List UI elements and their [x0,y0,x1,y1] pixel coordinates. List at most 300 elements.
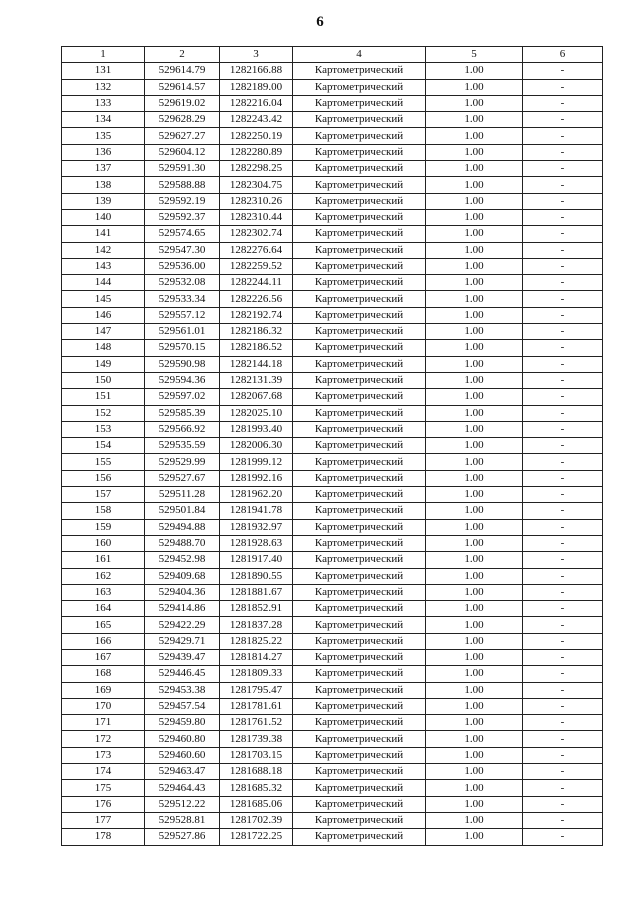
accuracy-cell: 1.00 [426,112,523,128]
x-coordinate-cell: 529459.80 [145,715,220,731]
description-cell: - [523,535,603,551]
method-cell: Картометрический [293,454,426,470]
table-row [62,568,603,584]
y-coordinate-cell: 1281761.52 [220,715,293,731]
description-cell: - [523,340,603,356]
x-coordinate-cell: 529488.70 [145,535,220,551]
table-row [62,829,603,845]
point-number-cell: 144 [62,275,145,291]
table-row [62,405,603,421]
table-row [62,552,603,568]
column-header-2: 2 [145,47,220,63]
y-coordinate-cell: 1282243.42 [220,112,293,128]
point-number-cell: 158 [62,503,145,519]
y-coordinate-cell: 1281814.27 [220,649,293,665]
table-row [62,193,603,209]
point-number-cell: 175 [62,780,145,796]
description-cell: - [523,649,603,665]
accuracy-cell: 1.00 [426,242,523,258]
accuracy-cell: 1.00 [426,405,523,421]
method-cell: Картометрический [293,95,426,111]
point-number-cell: 151 [62,389,145,405]
point-number-cell: 174 [62,764,145,780]
y-coordinate-cell: 1282131.39 [220,372,293,388]
x-coordinate-cell: 529429.71 [145,633,220,649]
accuracy-cell: 1.00 [426,633,523,649]
accuracy-cell: 1.00 [426,666,523,682]
method-cell: Картометрический [293,275,426,291]
accuracy-cell: 1.00 [426,780,523,796]
accuracy-cell: 1.00 [426,438,523,454]
method-cell: Картометрический [293,405,426,421]
x-coordinate-cell: 529585.39 [145,405,220,421]
accuracy-cell: 1.00 [426,487,523,503]
description-cell: - [523,470,603,486]
table-row [62,715,603,731]
point-number-cell: 167 [62,649,145,665]
y-coordinate-cell: 1282310.44 [220,209,293,225]
y-coordinate-cell: 1281685.06 [220,796,293,812]
y-coordinate-cell: 1282304.75 [220,177,293,193]
table-row [62,144,603,160]
point-number-cell: 145 [62,291,145,307]
table-row [62,324,603,340]
description-cell: - [523,731,603,747]
y-coordinate-cell: 1281781.61 [220,698,293,714]
description-cell: - [523,438,603,454]
method-cell: Картометрический [293,535,426,551]
method-cell: Картометрический [293,291,426,307]
y-coordinate-cell: 1281809.33 [220,666,293,682]
point-number-cell: 172 [62,731,145,747]
x-coordinate-cell: 529409.68 [145,568,220,584]
point-number-cell: 168 [62,666,145,682]
accuracy-cell: 1.00 [426,649,523,665]
x-coordinate-cell: 529422.29 [145,617,220,633]
table-row [62,209,603,225]
method-cell: Картометрический [293,666,426,682]
column-header-1: 1 [62,47,145,63]
table-row [62,698,603,714]
accuracy-cell: 1.00 [426,682,523,698]
method-cell: Картометрический [293,258,426,274]
method-cell: Картометрический [293,617,426,633]
point-number-cell: 164 [62,601,145,617]
x-coordinate-cell: 529547.30 [145,242,220,258]
x-coordinate-cell: 529592.37 [145,209,220,225]
description-cell: - [523,715,603,731]
table-row [62,372,603,388]
accuracy-cell: 1.00 [426,796,523,812]
table-row [62,128,603,144]
description-cell: - [523,63,603,79]
point-number-cell: 148 [62,340,145,356]
y-coordinate-cell: 1282025.10 [220,405,293,421]
method-cell: Картометрический [293,112,426,128]
accuracy-cell: 1.00 [426,747,523,763]
method-cell: Картометрический [293,568,426,584]
description-cell: - [523,177,603,193]
accuracy-cell: 1.00 [426,552,523,568]
y-coordinate-cell: 1281702.39 [220,812,293,828]
x-coordinate-cell: 529501.84 [145,503,220,519]
accuracy-cell: 1.00 [426,161,523,177]
x-coordinate-cell: 529614.79 [145,63,220,79]
point-number-cell: 153 [62,421,145,437]
x-coordinate-cell: 529529.99 [145,454,220,470]
y-coordinate-cell: 1282280.89 [220,144,293,160]
method-cell: Картометрический [293,503,426,519]
y-coordinate-cell: 1281928.63 [220,535,293,551]
x-coordinate-cell: 529591.30 [145,161,220,177]
accuracy-cell: 1.00 [426,324,523,340]
table-row [62,584,603,600]
y-coordinate-cell: 1282298.25 [220,161,293,177]
method-cell: Картометрический [293,487,426,503]
point-number-cell: 137 [62,161,145,177]
accuracy-cell: 1.00 [426,454,523,470]
description-cell: - [523,193,603,209]
method-cell: Картометрический [293,128,426,144]
x-coordinate-cell: 529614.57 [145,79,220,95]
x-coordinate-cell: 529452.98 [145,552,220,568]
y-coordinate-cell: 1282144.18 [220,356,293,372]
x-coordinate-cell: 529527.67 [145,470,220,486]
description-cell: - [523,682,603,698]
y-coordinate-cell: 1281993.40 [220,421,293,437]
table-row [62,389,603,405]
method-cell: Картометрический [293,470,426,486]
accuracy-cell: 1.00 [426,372,523,388]
y-coordinate-cell: 1282067.68 [220,389,293,405]
table-row [62,307,603,323]
description-cell: - [523,209,603,225]
point-number-cell: 163 [62,584,145,600]
y-coordinate-cell: 1282250.19 [220,128,293,144]
point-number-cell: 169 [62,682,145,698]
method-cell: Картометрический [293,324,426,340]
x-coordinate-cell: 529404.36 [145,584,220,600]
description-cell: - [523,503,603,519]
point-number-cell: 155 [62,454,145,470]
x-coordinate-cell: 529604.12 [145,144,220,160]
accuracy-cell: 1.00 [426,698,523,714]
point-number-cell: 157 [62,487,145,503]
method-cell: Картометрический [293,79,426,95]
point-number-cell: 154 [62,438,145,454]
point-number-cell: 136 [62,144,145,160]
table-row [62,633,603,649]
y-coordinate-cell: 1282216.04 [220,95,293,111]
accuracy-cell: 1.00 [426,193,523,209]
accuracy-cell: 1.00 [426,715,523,731]
description-cell: - [523,747,603,763]
y-coordinate-cell: 1281703.15 [220,747,293,763]
y-coordinate-cell: 1281999.12 [220,454,293,470]
accuracy-cell: 1.00 [426,470,523,486]
table-row [62,161,603,177]
point-number-cell: 140 [62,209,145,225]
y-coordinate-cell: 1282310.26 [220,193,293,209]
description-cell: - [523,487,603,503]
point-number-cell: 135 [62,128,145,144]
accuracy-cell: 1.00 [426,275,523,291]
method-cell: Картометрический [293,226,426,242]
table-row [62,535,603,551]
x-coordinate-cell: 529512.22 [145,796,220,812]
method-cell: Картометрический [293,780,426,796]
accuracy-cell: 1.00 [426,812,523,828]
description-cell: - [523,324,603,340]
method-cell: Картометрический [293,747,426,763]
description-cell: - [523,258,603,274]
accuracy-cell: 1.00 [426,95,523,111]
method-cell: Картометрический [293,242,426,258]
method-cell: Картометрический [293,764,426,780]
x-coordinate-cell: 529439.47 [145,649,220,665]
method-cell: Картометрический [293,209,426,225]
point-number-cell: 171 [62,715,145,731]
table-row [62,291,603,307]
point-number-cell: 170 [62,698,145,714]
y-coordinate-cell: 1282186.52 [220,340,293,356]
x-coordinate-cell: 529628.29 [145,112,220,128]
point-number-cell: 134 [62,112,145,128]
method-cell: Картометрический [293,649,426,665]
point-number-cell: 178 [62,829,145,845]
method-cell: Картометрический [293,519,426,535]
table-row [62,438,603,454]
description-cell: - [523,128,603,144]
method-cell: Картометрический [293,356,426,372]
method-cell: Картометрический [293,307,426,323]
description-cell: - [523,144,603,160]
description-cell: - [523,389,603,405]
description-cell: - [523,780,603,796]
method-cell: Картометрический [293,715,426,731]
description-cell: - [523,764,603,780]
point-number-cell: 131 [62,63,145,79]
description-cell: - [523,95,603,111]
accuracy-cell: 1.00 [426,144,523,160]
description-cell: - [523,307,603,323]
point-number-cell: 176 [62,796,145,812]
table-row [62,487,603,503]
description-cell: - [523,829,603,845]
x-coordinate-cell: 529527.86 [145,829,220,845]
x-coordinate-cell: 529574.65 [145,226,220,242]
y-coordinate-cell: 1281825.22 [220,633,293,649]
method-cell: Картометрический [293,829,426,845]
y-coordinate-cell: 1282189.00 [220,79,293,95]
y-coordinate-cell: 1282186.32 [220,324,293,340]
y-coordinate-cell: 1282006.30 [220,438,293,454]
column-header-3: 3 [220,47,293,63]
description-cell: - [523,454,603,470]
coordinates-table [61,46,603,846]
method-cell: Картометрический [293,552,426,568]
method-cell: Картометрический [293,731,426,747]
table-row [62,242,603,258]
accuracy-cell: 1.00 [426,535,523,551]
y-coordinate-cell: 1281685.32 [220,780,293,796]
y-coordinate-cell: 1282192.74 [220,307,293,323]
table-row [62,275,603,291]
x-coordinate-cell: 529463.47 [145,764,220,780]
method-cell: Картометрический [293,601,426,617]
description-cell: - [523,79,603,95]
x-coordinate-cell: 529446.45 [145,666,220,682]
y-coordinate-cell: 1282276.64 [220,242,293,258]
accuracy-cell: 1.00 [426,764,523,780]
accuracy-cell: 1.00 [426,258,523,274]
method-cell: Картометрический [293,421,426,437]
y-coordinate-cell: 1282226.56 [220,291,293,307]
accuracy-cell: 1.00 [426,568,523,584]
accuracy-cell: 1.00 [426,226,523,242]
description-cell: - [523,552,603,568]
description-cell: - [523,356,603,372]
accuracy-cell: 1.00 [426,503,523,519]
table-row [62,503,603,519]
table-row [62,747,603,763]
description-cell: - [523,372,603,388]
y-coordinate-cell: 1281837.28 [220,617,293,633]
method-cell: Картометрический [293,389,426,405]
accuracy-cell: 1.00 [426,601,523,617]
x-coordinate-cell: 529535.59 [145,438,220,454]
column-header-5: 5 [426,47,523,63]
y-coordinate-cell: 1281890.55 [220,568,293,584]
description-cell: - [523,275,603,291]
method-cell: Картометрический [293,633,426,649]
accuracy-cell: 1.00 [426,519,523,535]
y-coordinate-cell: 1281962.20 [220,487,293,503]
point-number-cell: 166 [62,633,145,649]
table-row [62,812,603,828]
point-number-cell: 152 [62,405,145,421]
point-number-cell: 177 [62,812,145,828]
description-cell: - [523,519,603,535]
accuracy-cell: 1.00 [426,79,523,95]
y-coordinate-cell: 1281795.47 [220,682,293,698]
point-number-cell: 165 [62,617,145,633]
point-number-cell: 160 [62,535,145,551]
point-number-cell: 132 [62,79,145,95]
accuracy-cell: 1.00 [426,421,523,437]
x-coordinate-cell: 529533.34 [145,291,220,307]
method-cell: Картометрический [293,372,426,388]
table-row [62,682,603,698]
x-coordinate-cell: 529561.01 [145,324,220,340]
x-coordinate-cell: 529566.92 [145,421,220,437]
y-coordinate-cell: 1281992.16 [220,470,293,486]
description-cell: - [523,698,603,714]
table-row [62,764,603,780]
table-row [62,796,603,812]
y-coordinate-cell: 1281917.40 [220,552,293,568]
method-cell: Картометрический [293,177,426,193]
column-header-6: 6 [523,47,603,63]
y-coordinate-cell: 1281688.18 [220,764,293,780]
point-number-cell: 156 [62,470,145,486]
accuracy-cell: 1.00 [426,617,523,633]
x-coordinate-cell: 529594.36 [145,372,220,388]
table-row [62,356,603,372]
x-coordinate-cell: 529457.54 [145,698,220,714]
y-coordinate-cell: 1281722.25 [220,829,293,845]
description-cell: - [523,112,603,128]
table-body [62,63,603,845]
method-cell: Картометрический [293,340,426,356]
point-number-cell: 161 [62,552,145,568]
table-row [62,340,603,356]
x-coordinate-cell: 529627.27 [145,128,220,144]
y-coordinate-cell: 1282259.52 [220,258,293,274]
y-coordinate-cell: 1282166.88 [220,63,293,79]
x-coordinate-cell: 529460.80 [145,731,220,747]
y-coordinate-cell: 1281881.67 [220,584,293,600]
accuracy-cell: 1.00 [426,63,523,79]
table-row [62,617,603,633]
description-cell: - [523,666,603,682]
description-cell: - [523,584,603,600]
description-cell: - [523,421,603,437]
table-row [62,63,603,79]
x-coordinate-cell: 529494.88 [145,519,220,535]
point-number-cell: 133 [62,95,145,111]
x-coordinate-cell: 529592.19 [145,193,220,209]
page-number: 6 [316,14,324,30]
accuracy-cell: 1.00 [426,584,523,600]
x-coordinate-cell: 529597.02 [145,389,220,405]
y-coordinate-cell: 1281941.78 [220,503,293,519]
point-number-cell: 159 [62,519,145,535]
table-row [62,226,603,242]
description-cell: - [523,633,603,649]
method-cell: Картометрический [293,161,426,177]
description-cell: - [523,405,603,421]
x-coordinate-cell: 529414.86 [145,601,220,617]
description-cell: - [523,796,603,812]
method-cell: Картометрический [293,438,426,454]
x-coordinate-cell: 529590.98 [145,356,220,372]
table-row [62,258,603,274]
accuracy-cell: 1.00 [426,731,523,747]
accuracy-cell: 1.00 [426,177,523,193]
point-number-cell: 150 [62,372,145,388]
y-coordinate-cell: 1282244.11 [220,275,293,291]
description-cell: - [523,226,603,242]
point-number-cell: 149 [62,356,145,372]
x-coordinate-cell: 529453.38 [145,682,220,698]
x-coordinate-cell: 529511.28 [145,487,220,503]
method-cell: Картометрический [293,796,426,812]
description-cell: - [523,161,603,177]
x-coordinate-cell: 529570.15 [145,340,220,356]
y-coordinate-cell: 1281739.38 [220,731,293,747]
x-coordinate-cell: 529557.12 [145,307,220,323]
point-number-cell: 173 [62,747,145,763]
method-cell: Картометрический [293,584,426,600]
table-row [62,79,603,95]
accuracy-cell: 1.00 [426,307,523,323]
x-coordinate-cell: 529464.43 [145,780,220,796]
accuracy-cell: 1.00 [426,291,523,307]
accuracy-cell: 1.00 [426,128,523,144]
table-row [62,666,603,682]
accuracy-cell: 1.00 [426,389,523,405]
